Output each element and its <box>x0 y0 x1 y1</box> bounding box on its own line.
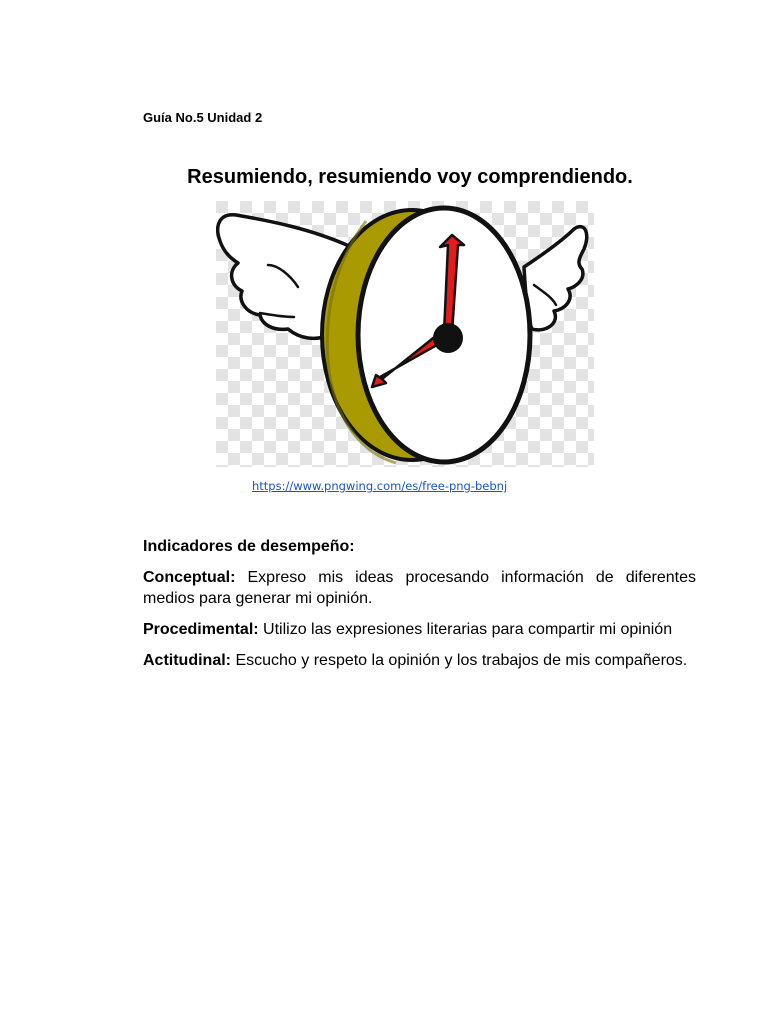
winged-clock-icon <box>216 201 594 467</box>
indicator-procedimental <box>143 619 696 640</box>
indicator-text: Escucho y respeto la opinión y los trabajos de mis compañeros. <box>235 652 688 669</box>
indicator-label: Procedimental: <box>143 621 259 638</box>
indicators-heading: Indicadores de desempeño: <box>143 538 355 555</box>
indicators-section <box>143 536 696 681</box>
indicator-actitudinal <box>143 650 696 671</box>
winged-clock-image <box>216 201 594 467</box>
page-title: Resumiendo, resumiendo voy comprendiendo. <box>187 166 633 188</box>
indicator-label: Actitudinal: <box>143 652 231 669</box>
indicator-text: Expreso mis ideas procesando información de diferentes medios para generar mi opinión. <box>143 569 696 607</box>
indicator-conceptual <box>143 567 696 609</box>
image-source-link[interactable]: https://www.pngwing.com/es/free-png-bebnj <box>252 479 508 493</box>
guide-label: Guía No.5 Unidad 2 <box>143 110 263 125</box>
indicator-text: Utilizo las expresiones literarias para compartir mi opinión <box>263 621 673 638</box>
indicator-label: Conceptual: <box>143 569 236 586</box>
